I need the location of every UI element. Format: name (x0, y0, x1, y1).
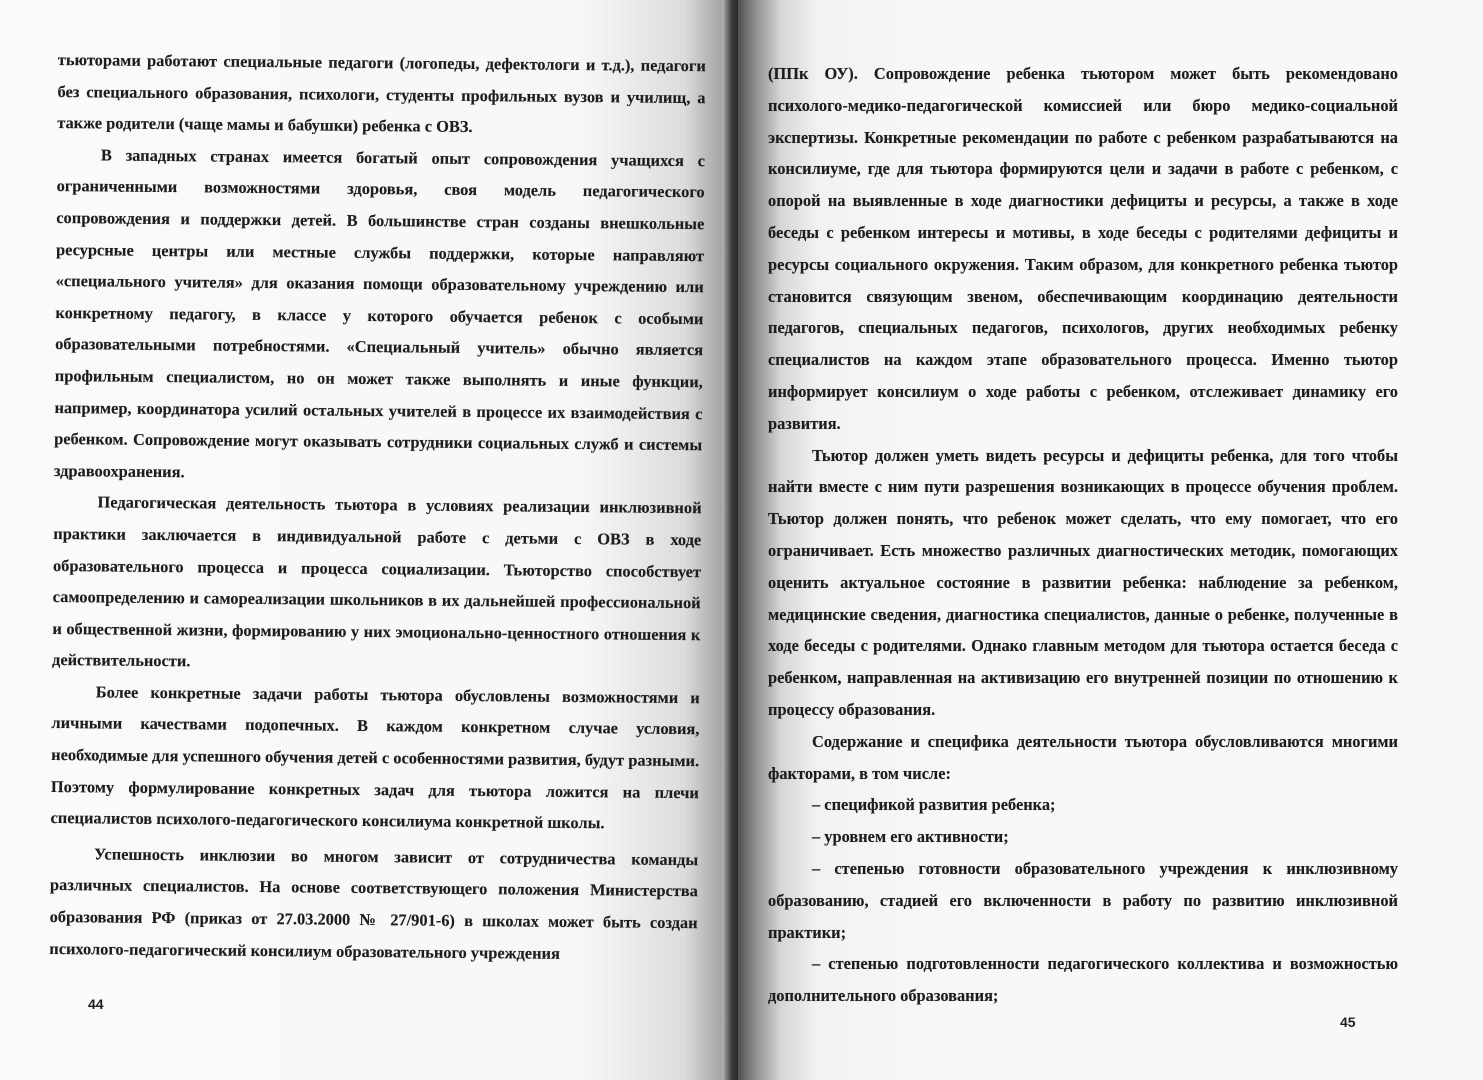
right-list-item-4: – степенью подготовленности педагогического коллектива и возможностью дополнительного образования; (768, 954, 1398, 1006)
page-number-left: 44 (88, 996, 104, 1012)
left-paragraph-4: Более конкретные задачи работы тьютора обусловлены возможностями и личными качествами подопечных. В каждом конкретном случае условия, необходимые для успешного обучения детей с особенностями развития, будут разными. Поэтому формулирование конкретных задач для тьютора ложится на плечи специалистов психолого-педагогического консилиума конкретной школы. (50, 682, 700, 833)
left-page-text (49, 44, 706, 970)
left-paragraph-3: Педагогическая деятельность тьютора в условиях реализации инклюзивной практики заключается в индивидуальной работе с детьми с ОВЗ в ходе образовательного процесса и процесса социализации. Тьюторство способствует самоопределению и самореализации школьников в их дальнейшей профессиональной и общественной жизни, формированию у них эмоционально-ценностного отношения к действительности. (51, 492, 702, 671)
right-paragraph-3: Содержание и специфика деятельности тьютора обусловливаются многими факторами, в том числе: (768, 731, 1398, 783)
right-list-item-2: – уровнем его активности; (812, 827, 1009, 847)
book-gutter (722, 0, 738, 1080)
left-page (0, 0, 728, 1080)
right-page-text (768, 58, 1398, 1012)
right-paragraph-2: Тьютор должен уметь видеть ресурсы и дефициты ребенка, для того чтобы найти вместе с ним пути разрешения возникающих в процессе обучения проблем. Тьютор должен понять, что ребенок может сделать, что ему помогает, что его ограничивает. Есть множество различных диагностических методик, помогающих оценить актуальное состояние в развитии ребенка: наблюдение за ребенком, медицинские сведения, диагностика специалистов, данные о ребенке, полученные в ходе беседы с родителями. Однако главным методом для тьютора остается беседа с ребенком, направленная на активизацию его внутренней позиции по отношению к процессу образования. (768, 445, 1398, 719)
right-page (728, 0, 1483, 1080)
left-paragraph-1: тьюторами работают специальные педагоги (логопеды, дефектологи и т.д.), педагоги без специального образования, психологи, студенты профильных вузов и училищ, а также родители (чаще мамы и бабушки) ребенка с ОВЗ. (57, 49, 706, 137)
left-paragraph-5: Успешность инклюзии во многом зависит от сотрудничества команды различных специалистов. На основе соответствующего положения Министерства образования РФ (приказ от 27.03.2000 № 27/901-6) в школах может быть создан психолого-педагогический консилиум образовательного учреждения (49, 844, 699, 963)
right-list-item-3: – степенью готовности образовательного учреждения к инклюзивному образованию, стадией его включенности в работу по развитию инклюзивной практики; (768, 858, 1398, 942)
left-paragraph-2: В западных странах имеется богатый опыт сопровождения учащихся с ограниченными возможностями здоровья, своя модель педагогического сопровождения и поддержки детей. В большинстве стран созданы внешкольные ресурсные центры или местные службы поддержки, которые направляют «специального учителя» для оказания помощи образовательному учреждению или конкретному педагогу, в классе у которого обучается ребенок с особыми образовательными потребностями. «Специальный учитель» обычно является профильным специалистом, но он может также выполнять и иные функции, например, координатора усилий остальных учителей в процессе их взаимодействия с ребенком. Сопровождение могут оказывать сотрудники социальных служб и системы здравоохранения. (53, 145, 706, 481)
right-list-item-1: – спецификой развития ребенка; (812, 795, 1056, 815)
page-number-right: 45 (1340, 1014, 1356, 1030)
right-paragraph-1: (ППк ОУ). Сопровождение ребенка тьютором может быть рекомендовано психолого-медико-педагогической комиссией или бюро медико-социальной экспертизы. Конкретные рекомендации по работе с ребенком разрабатываются на консилиуме, где для тьютора формируются цели и задачи в работе с ребенком, с опорой на выявленные в ходе диагностики дефициты и ресурсы, а также в ходе беседы с ребенком интересы и мотивы, в ходе беседы с родителями дефициты и ресурсы социального окружения. Таким образом, для конкретного ребенка тьютор становится связующим звеном, обеспечивающим координацию деятельности педагогов, специальных педагогов, психологов, других необходимых ребенку специалистов на каждом этапе образовательного процесса. Именно тьютор информирует консилиум о ходе работы с ребенком, отслеживает динамику его развития. (768, 64, 1398, 433)
